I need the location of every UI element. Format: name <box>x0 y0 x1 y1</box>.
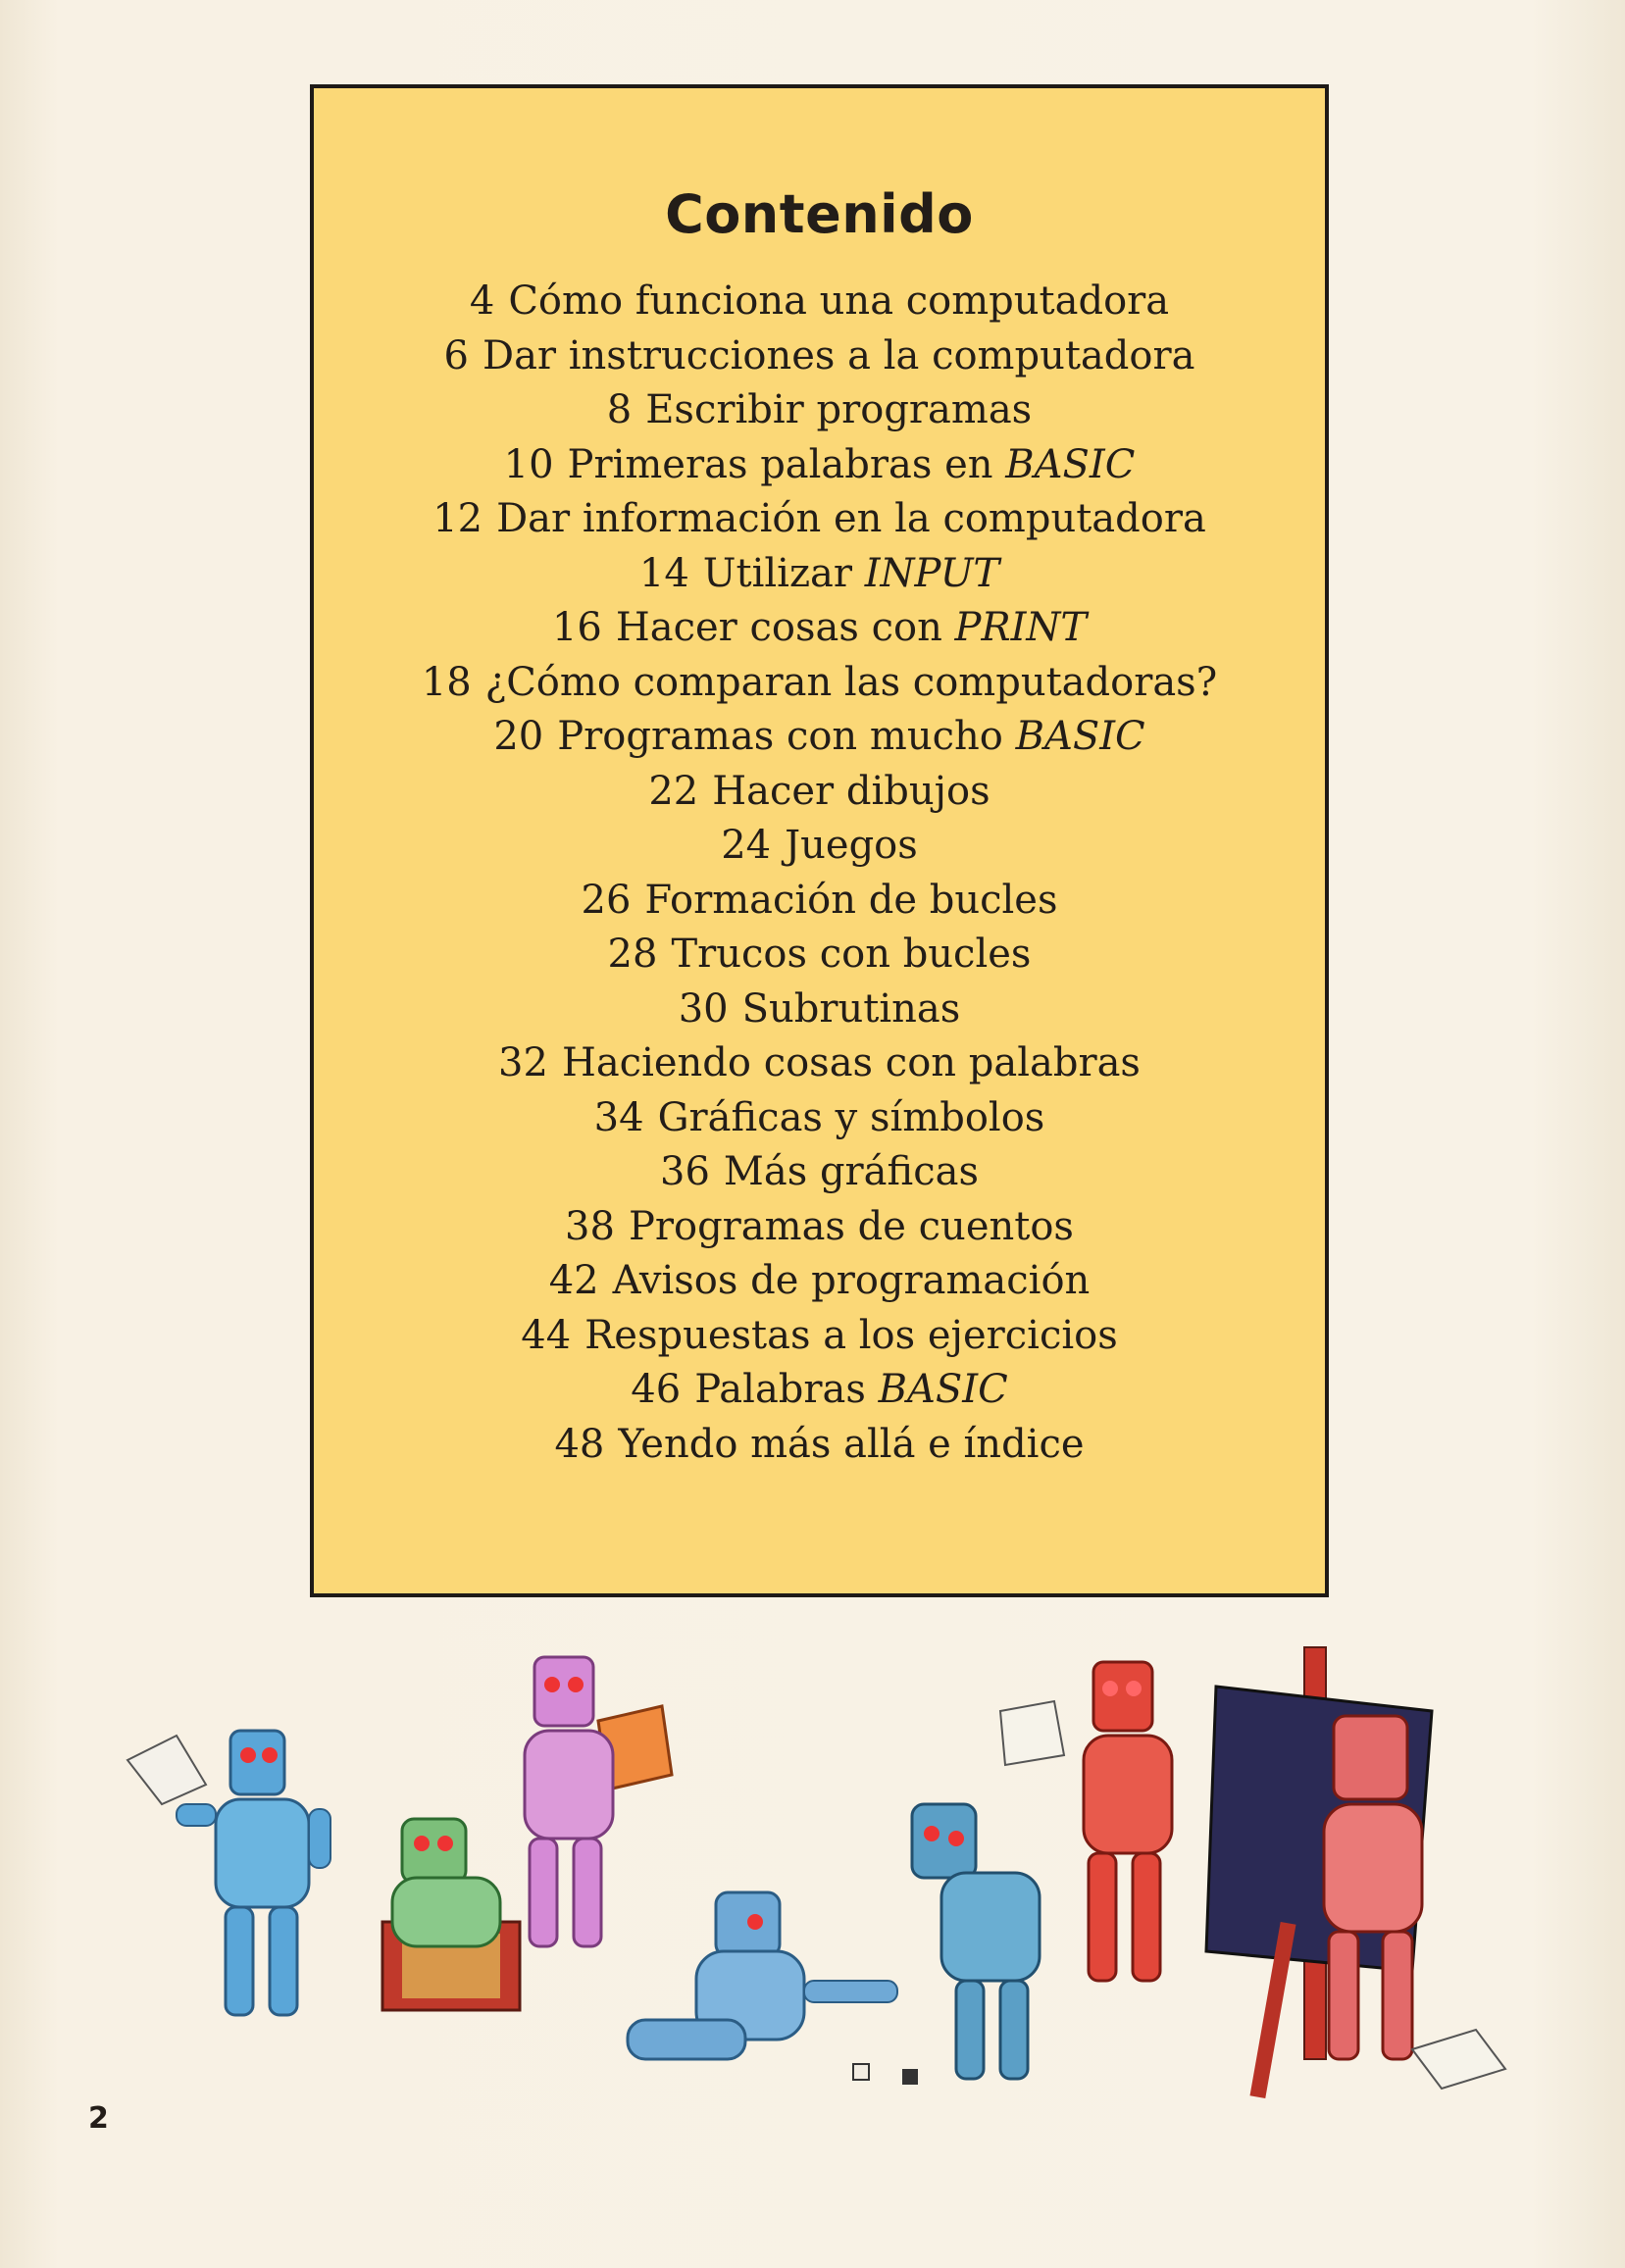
toc-entry <box>314 438 1325 493</box>
table-of-contents <box>310 84 1329 1597</box>
toc-page-number: 36 <box>660 1149 710 1194</box>
toc-entry-title: Gráficas y símbolos <box>657 1094 1045 1140</box>
toc-page-number: 18 <box>421 659 472 705</box>
toc-page-number: 44 <box>521 1312 572 1358</box>
toc-entry <box>314 1363 1325 1418</box>
toc-entry-title: Palabras <box>694 1367 879 1412</box>
toc-entry-title: Formación de bucles <box>644 877 1058 923</box>
page-number: 2 <box>88 2101 109 2136</box>
toc-page-number: 46 <box>631 1367 682 1412</box>
toc-entry <box>314 492 1325 547</box>
toc-entry-keyword: BASIC <box>1005 441 1136 487</box>
toc-page-number: 6 <box>443 332 469 378</box>
toc-page-number: 28 <box>607 932 658 977</box>
robot-green-icon <box>382 1819 520 2010</box>
toc-entry-keyword: PRINT <box>954 605 1088 650</box>
toc-entry-title: Primeras palabras en <box>567 441 1006 487</box>
robot-kneeling-icon <box>628 1892 918 2085</box>
toc-page-number: 20 <box>493 714 544 759</box>
toc-entry-title: Subrutinas <box>741 985 961 1032</box>
toc-entry <box>314 1309 1325 1364</box>
toc-entry-title: Dar instrucciones a la computadora <box>482 332 1195 378</box>
toc-title: Contenido <box>665 183 974 245</box>
toc-entry-title: ¿Cómo comparan las computadoras? <box>484 659 1218 705</box>
toc-entry-keyword: INPUT <box>864 550 1000 596</box>
toc-page-number: 24 <box>721 823 772 868</box>
toc-page-number: 26 <box>581 877 632 923</box>
toc-page-number: 30 <box>678 985 729 1032</box>
toc-page-number: 14 <box>638 550 689 596</box>
toc-entry-keyword: BASIC <box>1015 714 1145 759</box>
toc-entry-title: Utilizar <box>702 550 865 596</box>
toc-page-number: 10 <box>503 441 554 487</box>
toc-entry <box>314 601 1325 656</box>
toc-entry-title: Haciendo cosas con palabras <box>561 1040 1141 1085</box>
toc-entry-title: Programas con mucho <box>557 714 1016 759</box>
toc-entry <box>314 983 1325 1037</box>
toc-entry-keyword: BASIC <box>878 1367 1008 1412</box>
toc-entry-title: Hacer dibujos <box>712 768 990 814</box>
toc-page-number: 8 <box>606 387 633 432</box>
toc-page-number: 16 <box>551 605 602 650</box>
toc-entry-title: Programas de cuentos <box>628 1203 1074 1249</box>
toc-entry-title: Yendo más allá e índice <box>618 1421 1085 1467</box>
toc-entry <box>314 1200 1325 1255</box>
toc-entry-title: Respuestas a los ejercicios <box>584 1312 1118 1358</box>
toc-page-number: 22 <box>648 768 699 814</box>
toc-entry-title: Escribir programas <box>645 387 1033 432</box>
toc-page-number: 48 <box>554 1421 605 1467</box>
toc-entry-title: Juegos <box>785 823 918 868</box>
toc-entry <box>314 874 1325 929</box>
toc-page-number: 38 <box>565 1203 615 1249</box>
robot-pink-icon <box>525 1657 672 1946</box>
toc-entry-title: Hacer cosas con <box>615 605 955 650</box>
toc-list <box>314 275 1325 1472</box>
toc-entry <box>314 765 1325 820</box>
toc-page-number: 4 <box>469 278 495 324</box>
robot-bending-icon <box>912 1804 1040 2079</box>
toc-page-number: 34 <box>593 1094 644 1140</box>
toc-entry <box>314 275 1325 329</box>
toc-entry <box>314 1418 1325 1473</box>
toc-entry <box>314 547 1325 602</box>
toc-entry-title: Cómo funciona una computadora <box>508 278 1170 324</box>
toc-page-number: 12 <box>432 496 483 541</box>
toc-entry <box>314 1145 1325 1200</box>
toc-entry-title: Avisos de programación <box>612 1258 1091 1303</box>
toc-entry <box>314 656 1325 711</box>
toc-entry <box>314 383 1325 438</box>
toc-entry <box>314 1254 1325 1309</box>
robots-illustration <box>118 1628 1530 2147</box>
toc-entry <box>314 819 1325 874</box>
toc-page-number: 42 <box>548 1258 599 1303</box>
robot-blue-icon <box>127 1731 330 2015</box>
toc-page-number: 32 <box>498 1040 548 1085</box>
toc-entry-title: Más gráficas <box>723 1149 979 1194</box>
toc-entry-title: Dar información en la computadora <box>496 496 1206 541</box>
toc-entry <box>314 928 1325 983</box>
toc-entry <box>314 710 1325 765</box>
toc-entry <box>314 1036 1325 1091</box>
toc-entry-title: Trucos con bucles <box>671 932 1032 977</box>
toc-entry <box>314 1091 1325 1146</box>
toc-entry <box>314 329 1325 384</box>
